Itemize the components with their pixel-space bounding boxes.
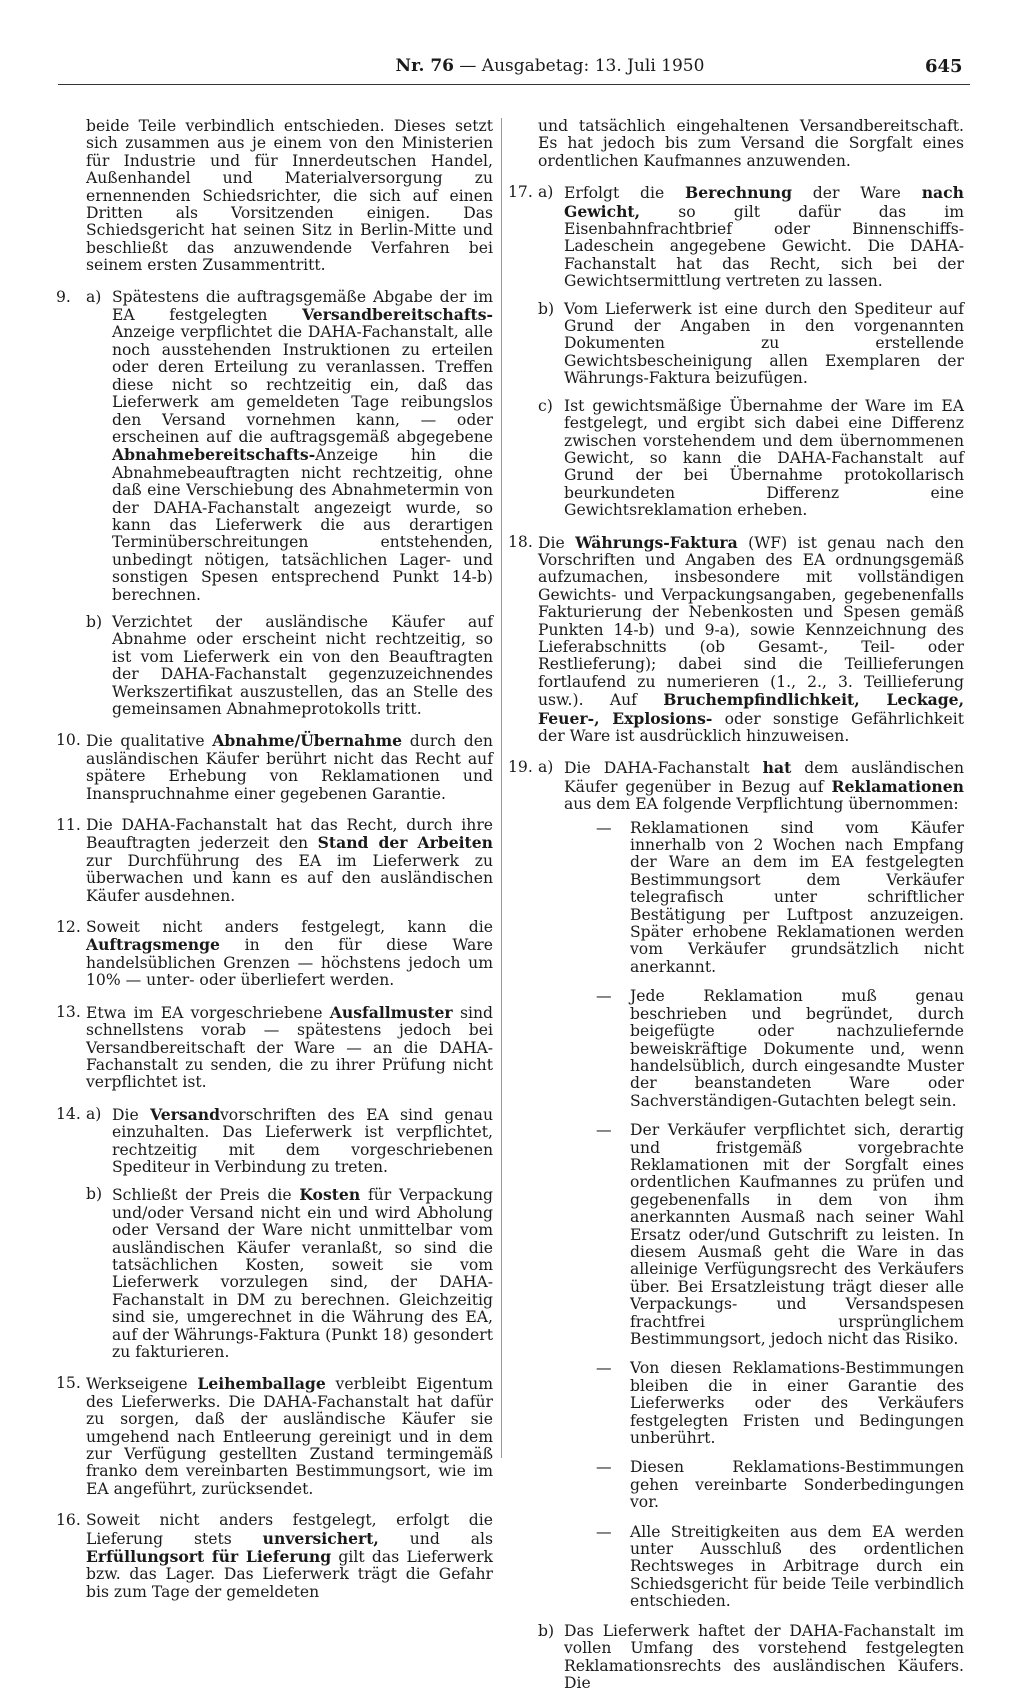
item-9b: b) Verzichtet der ausländische Käufer auf Abnahme oder erscheint nicht rechtzeitig, so ist vom Lieferwerk ein von den Beauftragten der DAHA-Fachanstalt gegenzuzeichnendes Werkszertifikat auszustellen, das an Stelle des gemeinsamen Abnahmeprotokolls tritt. — [86, 612, 493, 718]
header-issue-date — [340, 56, 760, 76]
item-8-continuation: beide Teile verbindlich entschieden. Dieses setzt sich zusammen aus je einem von den Ministerien für Industrie und für Innerdeutschen Handel, Außenhandel und Materialversorgung zu ernennenden Schiedsrichter, die sich auf einen Dritten als Vorsitzenden einigen. Das Schiedsgericht hat seinen Sitz in Berlin-Mitte und beschließt das anzuwendende Verfahren bei seinem ersten Zusammentritt. — [86, 117, 493, 275]
item-14b: b) Schließt der Preis die Kosten für Verpackung und/oder Versand nicht ein und wird Abholung oder Versand der Ware nicht unmittelbar vom ausländischen Käufer veranlaßt, so sind die tatsächlichen Kosten, soweit sie vom Lieferwerk vorzulegen sind, der DAHA-Fachanstalt in DM zu berechnen. Gleichzeitig sind sie, umgerechnet in die Währung des EA, auf der Währungs-Faktura (Punkt 18) gesondert zu fakturieren. — [86, 1185, 493, 1361]
item-19a: a) Die DAHA-Fachanstalt hat dem ausländischen Käufer gegenüber in Bezug auf Reklamationen aus dem EA folgende Verpflichtung übernommen: — Reklamationen sind vom Käufer innerhalb von 2 Wochen nach Empfang der Ware an dem im EA festgelegten Bestimmungsort dem Verkäufer telegrafisch unter schriftlicher Bestätigung per Luftpost anzuzeigen. Später erhobene Reklamationen werden vom Verkäufer grundsätzlich nicht anerkannt. — Jede Reklamation muß genau beschrieben und begründet, durch beigefügte oder nachzuliefernde beweiskräftige Dokumente und, wenn handelsüblich, durch eingesandte Muster der beanstandeten Ware oder Sachverständigen-Gutachten belegt sein. — Der Verkäufer verpflichtet sich, derartig und fristgemäß vorgebrachte Reklamationen mit der Sorgfalt eines ordentlichen Kaufmannes zu prüfen und gegebenenfalls in dem von ihm anerkannten Ausmaß nach seiner Wahl Ersatz oder/und Gutschrift zu leisten. In diesem Ausmaß geht die Ware in das alleinige Verfügungsrecht des Verkäufers über. Bei Ersatzleistung trägt dieser alle Verpackungs- und Versandspesen frachtfrei ursprünglichem Bestimmungsort, jedoch nicht das Risiko. — Von diesen Reklamations-Bestimmungen bleiben die in einer Garantie des Lieferwerks oder des Verkäufers festgelegten Fristen und Bedingungen unberührt. — Diesen Reklamations-Bestimmungen gehen vereinbarte Sonderbedingungen vor. — Alle Streitigkeiten aus dem EA werden unter Ausschluß des ordentlichen Rechtsweges in Arbitrage durch ein Schiedsgericht für beide Teile verbindlich entschieden. — [538, 758, 964, 1611]
right-column — [508, 118, 964, 1706]
item-12: 12. Soweit nicht anders festgelegt, kann die Auftragsmenge in den für diese Ware handelsüblichen Grenzen — höchstens jedoch um 10% — unter- oder überliefert werden. — [56, 918, 493, 990]
item-14a: a) Die Versandvorschriften des EA sind genau einzuhalten. Das Lieferwerk ist verpflichtet, rechtzeitig mit dem vorgeschriebenen Spediteur in Verbindung zu treten. — [86, 1104, 493, 1176]
item-19b: b) Das Lieferwerk haftet der DAHA-Fachanstalt im vollen Umfang des vorstehend festgelegten Reklamationsrechts des ausländischen Käufers. Die — [538, 1621, 964, 1692]
list-item: — Reklamationen sind vom Käufer innerhalb von 2 Wochen nach Empfang der Ware an dem im EA festgelegten Bestimmungsort dem Verkäufer telegrafisch unter schriftlicher Bestätigung per Luftpost anzuzeigen. Später erhobene Reklamationen werden vom Verkäufer grundsätzlich nicht anerkannt. — [596, 818, 964, 976]
item-9a: a) Spätestens die auftragsgemäße Abgabe der im EA festgelegten Versandbereitschafts-Anzeige verpflichtet die DAHA-Fachanstalt, alle noch ausstehenden Instruktionen zu erteilen oder deren Erteilung zu veranlassen. Treffen diese nicht so rechtzeitig ein, daß das Lieferwerk am gemeldeten Tage reibungslos den Versand vornehmen kann, — oder erscheinen auf die auftragsgemäß abgegebene Abnahmebereitschafts-Anzeige hin die Abnahmebeauftragten nicht rechtzeitig, ohne daß eine Verschiebung des Abnahmetermin von der DAHA-Fachanstalt angezeigt wurde, so kann das Lieferwerk die aus derartigen Terminüberschreitungen entstehenden, unbedingt nötigen, tatsächlichen Lager- und sonstigen Spesen entsprechend Punkt 14-b) berechnen. — [86, 287, 493, 604]
item-16: 16. Soweit nicht anders festgelegt, erfolgt die Lieferung stets unversichert, und als Erfüllungsort für Lieferung gilt das Lieferwerk bzw. das Lager. Das Lieferwerk trägt die Gefahr bis zum Tage der gemeldeten — [56, 1511, 493, 1601]
item-17: 17. a) Erfolgt die Berechnung der Ware nach Gewicht, so gilt dafür das im Eisenbahnfrachtbrief oder Binnenschiffs-Ladeschein angegebene Gewicht. Die DAHA-Fachanstalt hat das Recht, sich bei der Gewichtsermittlung vertreten zu lassen. b) Vom Lieferwerk ist eine durch den Spediteur auf Grund der Angaben in den vorgenannten Dokumenten zu erstellende Gewichtsbescheinigung allen Exemplaren der Währungs-Faktura beizufügen. c) Ist gewichtsmäßige Übernahme der Ware im EA festgelegt, und ergibt sich dabei eine Differenz zwischen vorstehendem und dem übernommenen Gewicht, so kann die DAHA-Fachanstalt auf Grund der bei Übernahme protokollarisch beurkundeten Differenz eine Gewichtsreklamation erheben. — [508, 183, 964, 520]
item-number: 9. — [56, 287, 71, 306]
item-11: 11. Die DAHA-Fachanstalt hat das Recht, durch ihre Beauftragten jederzeit den Stand der Arbeiten zur Durchführung des EA im Lieferwerk zu überwachen und kann es auf den ausländischen Käufer ausdehnen. — [56, 816, 494, 905]
left-column — [56, 118, 493, 1615]
list-item: — Jede Reklamation muß genau beschrieben und begründet, durch beigefügte oder nachzuliefernde beweiskräftige Dokumente und, wenn handelsüblich, durch eingesandte Muster der beanstandeten Ware oder Sachverständigen-Gutachten belegt sein. — [596, 987, 964, 1110]
list-item: — Diesen Reklamations-Bestimmungen gehen vereinbarte Sonderbedingungen vor. — [596, 1458, 964, 1512]
item-10: 10. Die qualitative Abnahme/Übernahme durch den ausländischen Käufer berührt nicht das Recht auf spätere Erhebung von Reklamationen und Inanspruchnahme einer gegebenen Garantie. — [56, 731, 493, 803]
item-15: 15. Werkseigene Leihemballage verbleibt Eigentum des Lieferwerks. Die DAHA-Fachanstalt hat dafür zu sorgen, daß der ausländische Käufer sie umgehend nach Entleerung gereinigt und in dem zur Verfügung gestellten Zustand termingemäß franko dem vereinbarten Bestimmungsort, wie im EA angeführt, zurücksendet. — [56, 1374, 493, 1498]
column-divider — [501, 118, 502, 1458]
list-item: — Alle Streitigkeiten aus dem EA werden unter Ausschluß des ordentlichen Rechtsweges in Arbitrage durch ein Schiedsgericht für beide Teile verbindlich entschieden. — [596, 1522, 964, 1611]
item-17a: a) Erfolgt die Berechnung der Ware nach Gewicht, so gilt dafür das im Eisenbahnfrachtbrief oder Binnenschiffs-Ladeschein angegebene Gewicht. Die DAHA-Fachanstalt hat das Recht, sich bei der Gewichtsermittlung vertreten zu lassen. — [538, 183, 964, 291]
list-item: — Der Verkäufer verpflichtet sich, derartig und fristgemäß vorgebrachte Reklamationen mit der Sorgfalt eines ordentlichen Kaufmannes zu prüfen und gegebenenfalls in dem von ihm anerkannten Ausmaß nach seiner Wahl Ersatz oder/und Gutschrift zu leisten. In diesem Ausmaß geht die Ware in das alleinige Verfügungsrecht des Verkäufers über. Bei Ersatzleistung trägt dieser alle Verpackungs- und Versandspesen frachtfrei ursprünglichem Bestimmungsort, jedoch nicht das Risiko. — [596, 1121, 964, 1348]
header-separator: — — [459, 56, 477, 76]
list-item: — Von diesen Reklamations-Bestimmungen bleiben die in einer Garantie des Lieferwerks oder des Verkäufers festgelegten Fristen und Bedingungen unberührt. — [596, 1359, 964, 1448]
item-9 — [56, 289, 493, 719]
issue-number: Nr. 76 — [395, 56, 454, 76]
item-19: 19. a) Die DAHA-Fachanstalt hat dem ausländischen Käufer gegenüber in Bezug auf Reklamationen aus dem EA folgende Verpflichtung übernommen: — Reklamationen sind vom Käufer innerhalb von 2 Wochen nach Empfang der Ware an dem im EA festgelegten Bestimmungsort dem Verkäufer telegrafisch unter schriftlicher Bestätigung per Luftpost anzuzeigen. Später erhobene Reklamationen werden vom Verkäufer grundsätzlich nicht anerkannt. — Jede Reklamation muß genau beschrieben und begründet, durch beigefügte oder nachzuliefernde beweiskräftige Dokumente und, wenn handelsüblich, durch eingesandte Muster der beanstandeten Ware oder Sachverständigen-Gutachten belegt sein. — Der Verkäufer verpflichtet sich, derartig und fristgemäß vorgebrachte Reklamationen mit der Sorgfalt eines ordentlichen Kaufmannes zu prüfen und gegebenenfalls in dem von ihm anerkannten Ausmaß nach seiner Wahl Ersatz oder/und Gutschrift zu leisten. In diesem Ausmaß geht die Ware in das alleinige Verfügungsrecht des Verkäufers über. Bei Ersatzleistung trägt dieser alle Verpackungs- und Versandspesen frachtfrei ursprünglichem Bestimmungsort, jedoch nicht das Risiko. — Von diesen Reklamations-Bestimmungen bleiben die in einer Garantie des Lieferwerks oder des Verkäufers festgelegten Fristen und Bedingungen unberührt. — Diesen Reklamations-Bestimmungen gehen vereinbarte Sonderbedingungen vor. — Alle Streitigkeiten aus dem EA werden unter Ausschluß des ordentlichen Rechtsweges in Arbitrage durch ein Schiedsgericht für beide Teile verbindlich entschieden. b) Das Lieferwerk haftet der DAHA-Fachanstalt im vollen Umfang des vorstehend festgelegten Reklamationsrechts des ausländischen Käufers. Die — [508, 758, 964, 1692]
item-18: 18. Die Währungs-Faktura (WF) ist genau nach den Vorschriften und Angaben des EA ordnungsgemäß aufzumachen, insbesondere mit vollständigen Gewichts- und Verpackungsangaben, gegebenenfalls Fakturierung der Nebenkosten und Spesen gemäß Punkten 14-b) und 9-a), sowie Kennzeichnung des Lieferabschnitts (ob Gesamt-, Teil- oder Restlieferung); dabei sind die Teillieferungen fortlaufend zu numerieren (1., 2., 3. Teillieferung usw.). Auf Bruchempfindlichkeit, Leckage, Feuer-, Explosions- oder sonstige Gefährlichkeit der Ware ist ausdrücklich hinzuweisen. — [508, 532, 965, 745]
item-13: 13. Etwa im EA vorgeschriebene Ausfallmuster sind schnellstens vorab — spätestens jedoch bei Versandbereitschaft der Ware — an die DAHA-Fachanstalt zu senden, die zu ihrer Prüfung nicht verpflichtet ist. — [56, 1002, 493, 1092]
item-17b: b) Vom Lieferwerk ist eine durch den Spediteur auf Grund der Angaben in den vorgenannten Dokumenten zu erstellende Gewichtsbescheinigung allen Exemplaren der Währungs-Faktura beizufügen. — [538, 299, 964, 388]
item-16-continuation: und tatsächlich eingehaltenen Versandbereitschaft. Es hat jedoch bis zum Versand die Sorgfalt eines ordentlichen Kaufmannes anzuwenden. — [538, 117, 964, 170]
reklamation-list — [596, 820, 964, 1611]
page-number: 645 — [925, 56, 963, 77]
item-14: 14. a) Die Versandvorschriften des EA sind genau einzuhalten. Das Lieferwerk ist verpflichtet, rechtzeitig mit dem vorgeschriebenen Spediteur in Verbindung zu treten. b) Schließt der Preis die Kosten für Verpackung und/oder Versand nicht ein und wird Abholung oder Versand der Ware nicht unmittelbar vom ausländischen Käufer veranlaßt, so sind die tatsächlichen Kosten, soweit sie vom Lieferwerk vorzulegen sind, der DAHA-Fachanstalt in DM zu berechnen. Gleichzeitig sind sie, umgerechnet in die Währung des EA, auf der Währungs-Faktura (Punkt 18) gesondert zu fakturieren. — [56, 1104, 493, 1361]
header-rule — [58, 84, 970, 85]
issue-date: Ausgabetag: 13. Juli 1950 — [481, 56, 705, 76]
item-17c: c) Ist gewichtsmäßige Übernahme der Ware im EA festgelegt, und ergibt sich dabei eine Differenz zwischen vorstehendem und dem übernommenen Gewicht, so kann die DAHA-Fachanstalt auf Grund der bei Übernahme protokollarisch beurkundeten Differenz eine Gewichtsreklamation erheben. — [538, 396, 964, 520]
